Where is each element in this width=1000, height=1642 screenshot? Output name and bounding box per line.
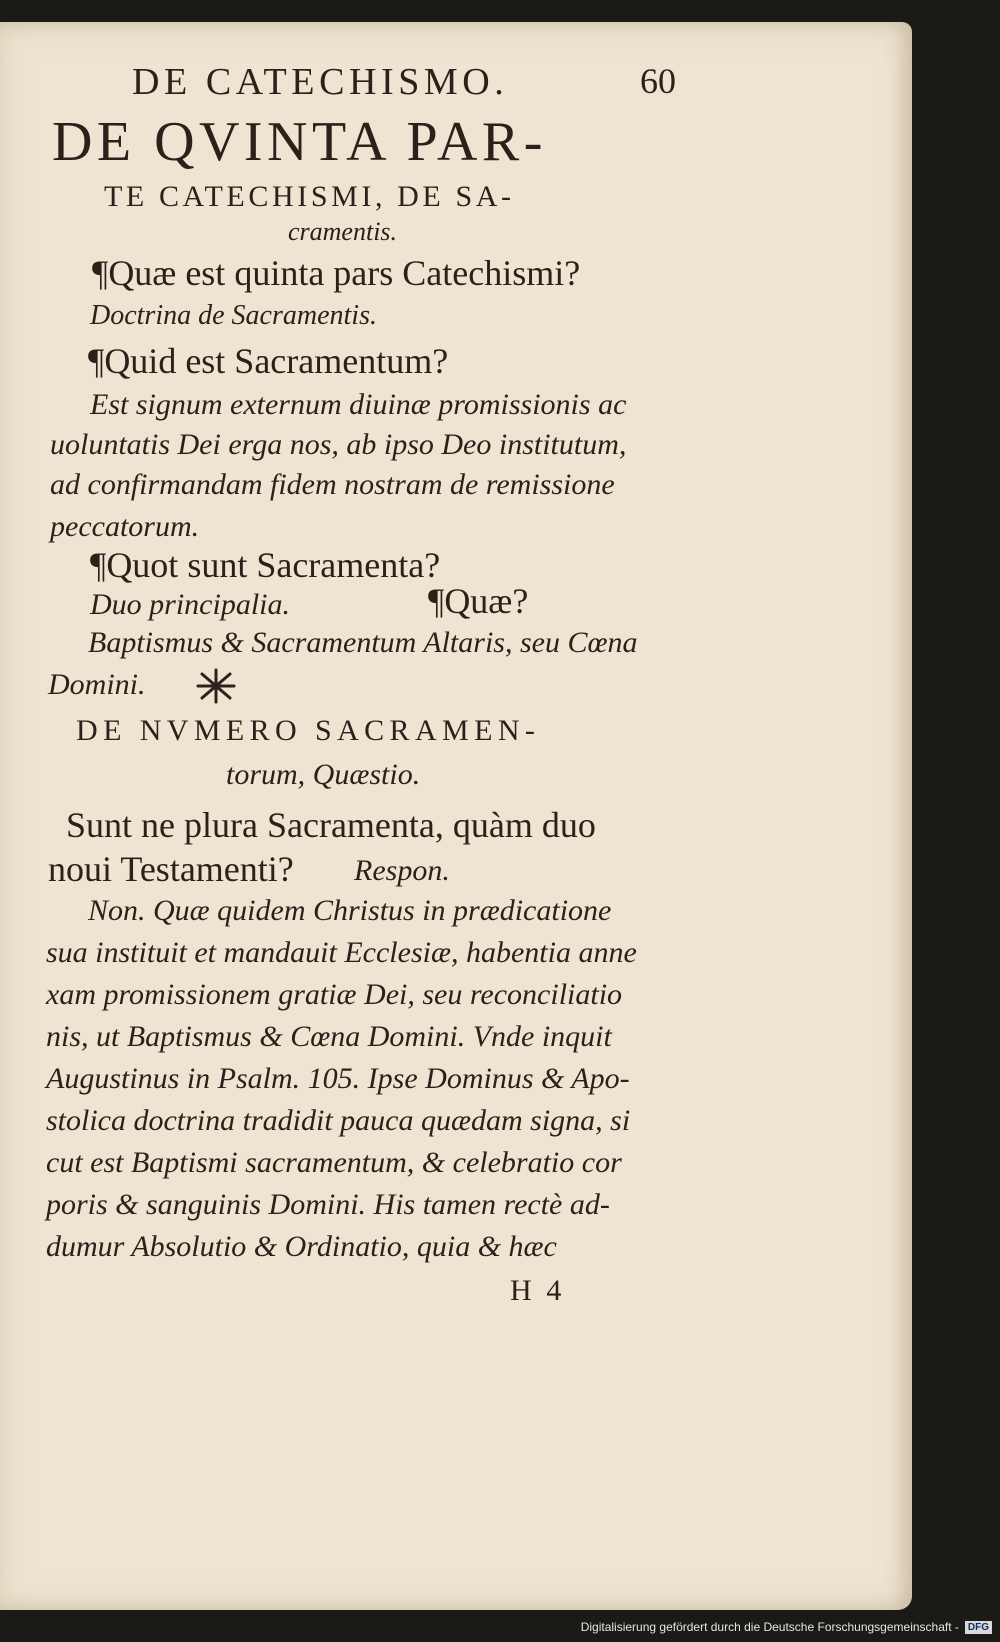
- section-title-line3: cramentis.: [288, 217, 398, 246]
- answer-2-line4: peccatorum.: [50, 510, 200, 543]
- section-title-line2: TE CATECHISMI, DE SA-: [104, 180, 515, 213]
- dfg-logo: DFG: [965, 1621, 992, 1634]
- question-3: ¶Quot sunt Sacramenta?: [90, 545, 441, 585]
- answer-3-left: Duo principalia.: [90, 588, 290, 621]
- section-title-line1: DE QVINTA PAR-: [52, 111, 547, 173]
- answer-numero-line7: cut est Baptismi sacramentum, & celebratio cor: [46, 1146, 622, 1179]
- answer-2-line3: ad confirmandam fidem nostram de remissione: [50, 468, 615, 501]
- answer-1: Doctrina de Sacramentis.: [90, 300, 377, 331]
- answer-numero-line3: xam promissionem gratiæ Dei, seu reconciliatio: [46, 978, 623, 1011]
- answer-numero-line6: stolica doctrina tradidit pauca quædam signa, si: [46, 1104, 631, 1137]
- question-1: ¶Quæ est quinta pars Catechismi?: [92, 253, 581, 293]
- digitization-footer: [581, 1618, 992, 1636]
- footer-text: Digitalisierung gefördert durch die Deutsche Forschungsgemeinschaft -: [580, 1620, 959, 1634]
- answer-2-line1: Est signum externum diuinæ promissionis ac: [90, 388, 627, 421]
- question-numero-line2a: noui Testamenti?: [48, 849, 294, 889]
- page-number: 60: [640, 61, 676, 101]
- answer-4-line2: Domini.: [48, 668, 146, 701]
- question-numero-line2b: Respon.: [354, 854, 450, 887]
- answer-3-right: ¶Quæ?: [428, 581, 529, 621]
- answer-2-line2: uoluntatis Dei erga nos, ab ipso Deo institutum,: [50, 428, 627, 461]
- question-2: ¶Quid est Sacramentum?: [88, 341, 449, 381]
- subheading-line1: DE NVMERO SACRAMEN-: [76, 714, 541, 747]
- subheading-line2: torum, Quæstio.: [226, 758, 421, 791]
- running-head-title: DE CATECHISMO.: [132, 61, 509, 103]
- answer-numero-line5: Augustinus in Psalm. 105. Ipse Dominus & Apo-: [46, 1062, 630, 1095]
- answer-numero-line8: poris & sanguinis Domini. His tamen rectè ad-: [46, 1188, 610, 1221]
- answer-numero-line2: sua instituit et mandauit Ecclesiæ, habentia anne: [46, 936, 637, 969]
- answer-numero-line1: Non. Quæ quidem Christus in prædicatione: [88, 894, 612, 927]
- asterisk-ornament-icon: [192, 666, 240, 706]
- answer-numero-line4: nis, ut Baptismus & Cœna Domini. Vnde inquit: [46, 1020, 612, 1053]
- book-page: [0, 22, 912, 1610]
- question-numero-line1: Sunt ne plura Sacramenta, quàm duo: [66, 805, 596, 845]
- answer-numero-line9: dumur Absolutio & Ordinatio, quia & hæc: [46, 1230, 557, 1263]
- signature-mark: H 4: [510, 1274, 565, 1307]
- answer-4-line1: Baptismus & Sacramentum Altaris, seu Cœna: [88, 626, 638, 659]
